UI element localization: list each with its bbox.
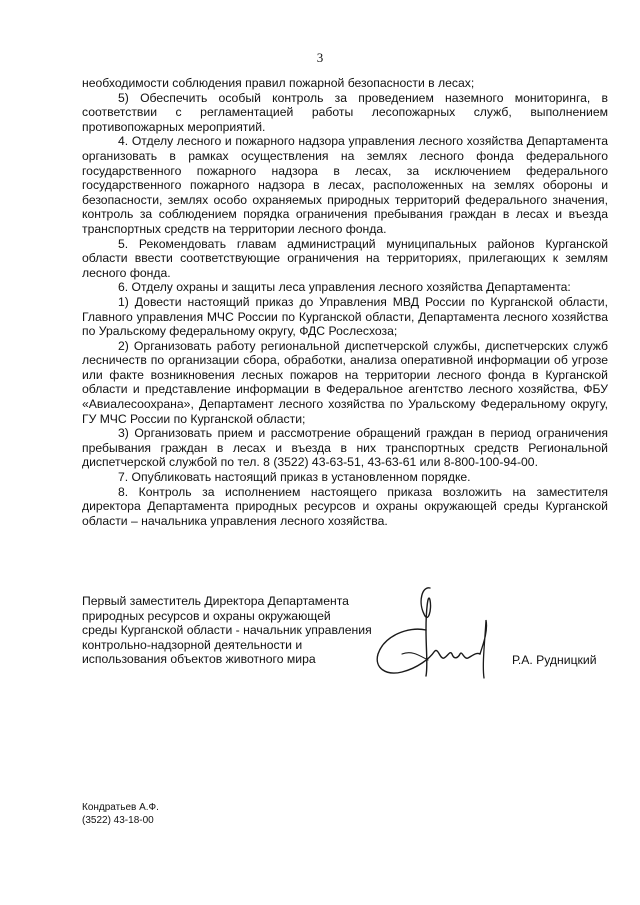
signatory-position-line: среды Курганской области - начальник управления xyxy=(82,623,372,638)
paragraph-item-5-monitoring: 5) Обеспечить особый контроль за проведением наземного мониторинга, в соответствии с регламентацией работы лесопожарных служб, выполнением противопожарных мероприятий. xyxy=(82,90,608,134)
signatory-position xyxy=(82,594,412,667)
paragraph-5-recommendation: 5. Рекомендовать главам администраций муниципальных районов Курганской области ввести соответствующие ограничения на территориях, прилегающих к землям лесного фонда. xyxy=(82,236,608,280)
paragraph-6-3-appeals: 3) Организовать прием и рассмотрение обращений граждан в период ограничения пребывания граждан в лесах и въезда в них транспортных средств Региональной диспетчерской службой по тел. 8 (3522) 43-63-51, 43-63-61 или 8-800-100-94-00. xyxy=(82,426,608,470)
signatory-name: Р.А. Рудницкий xyxy=(512,653,597,667)
paragraph-6-forest-protection: 6. Отделу охраны и защиты леса управления лесного хозяйства Департамента: xyxy=(118,280,571,295)
page-number: 3 xyxy=(316,50,324,65)
paragraph-7-publish: 7. Опубликовать настоящий приказ в установленном порядке. xyxy=(118,470,471,485)
paragraph-continuation: необходимости соблюдения правил пожарной безопасности в лесах; xyxy=(82,76,475,90)
executor-name: Кондратьев А.Ф. xyxy=(82,802,159,813)
signatory-position-line: Первый заместитель Директора Департамента xyxy=(82,594,349,608)
executor-info xyxy=(82,801,159,827)
signatory-position-line: природных ресурсов и охраны окружающей xyxy=(82,608,331,623)
executor-phone: (3522) 43-18-00 xyxy=(82,815,154,826)
signatory-position-line: контрольно-надзорной деятельности и xyxy=(82,637,303,652)
handwritten-signature xyxy=(368,580,498,690)
paragraph-8-control: 8. Контроль за исполнением настоящего приказа возложить на заместителя директора Департамента природных ресурсов и охраны окружающей среды Курганской области – начальника управления лесного хозяйства. xyxy=(82,484,608,528)
document-body xyxy=(82,76,608,528)
paragraph-4-fire-supervision: 4. Отделу лесного и пожарного надзора управления лесного хозяйства Департамента организовать в рамках осуществления на землях лесного фонда федерального государственного пожарного надзора в лесах, за исключением федерального государственного пожарного надзора в лесах, расположенных на землях обороны и безопасности, землях особо охраняемых природных территорий федерального значения, контроль за соблюдением порядка ограничения пребывания граждан в лесах и въезда транспортных средств на территории лесного фонда. xyxy=(82,134,608,236)
paragraph-6-2-dispatch: 2) Организовать работу региональной диспетчерской службы, диспетчерских служб лесничеств по организации сбора, обработки, анализа оперативной информации об угрозе или факте возникновения лесных пожаров на территории лесного фонда в Курганской области и представление информации в Федеральное агентство лесного хозяйства, ФБУ «Авиалесоохрана», Департамент лесного хозяйства по Уральскому Федеральному округу, ГУ МЧС России по Курганской области; xyxy=(82,338,608,426)
paragraph-6-1-notify: 1) Довести настоящий приказ до Управления МВД России по Курганской области, Главного управления МЧС России по Курганской области, Департамента лесного хозяйства по Уральскому федеральному округу, ФДС Рослесхоза; xyxy=(82,294,608,339)
signatory-position-line: использования объектов животного мира xyxy=(82,652,316,667)
